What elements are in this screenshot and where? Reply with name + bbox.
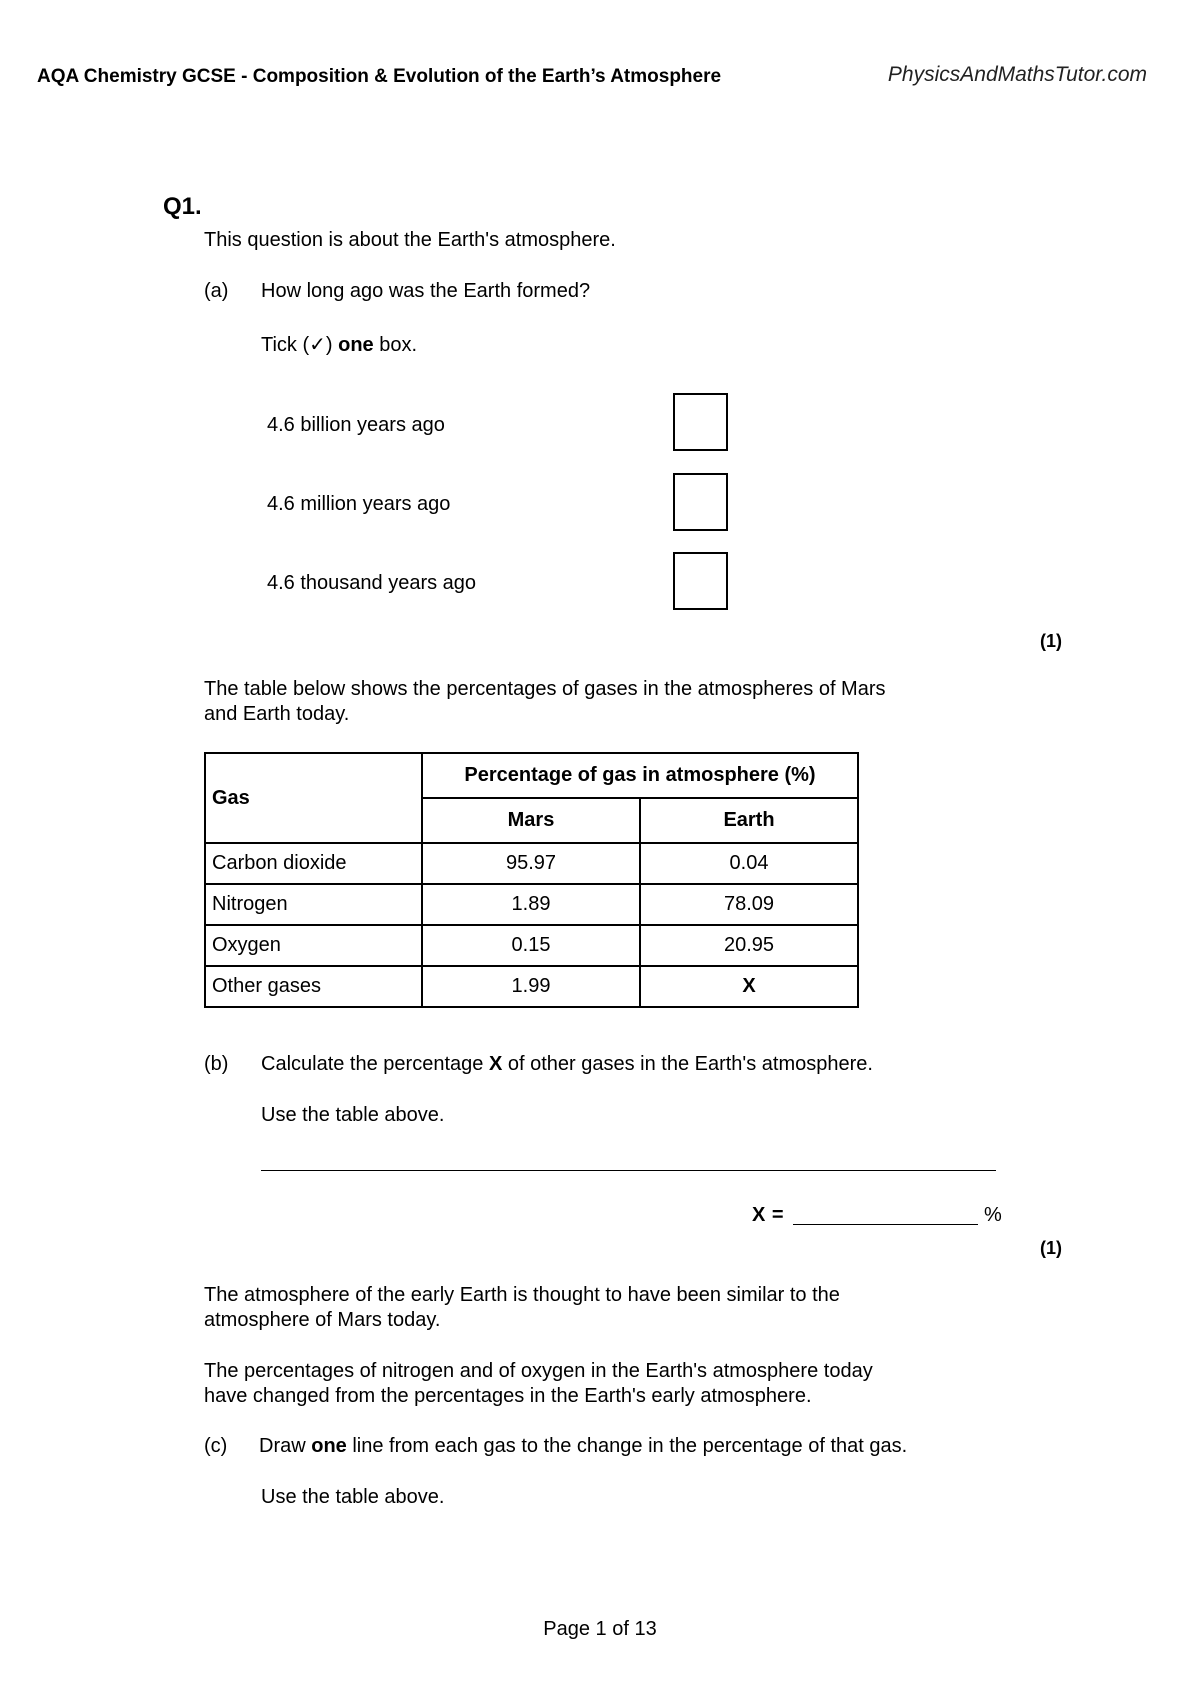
- document-header-brand: PhysicsAndMathsTutor.com: [887, 63, 1147, 86]
- table-row: [205, 843, 858, 884]
- answer-x-label: [752, 1203, 784, 1228]
- table-row: [205, 925, 858, 966]
- table-cell-mars: 95.97: [422, 843, 640, 884]
- page-number: Page 1 of 13: [543, 1618, 657, 1640]
- part-c-question: [259, 1434, 907, 1459]
- table-intro-line-2: and Earth today.: [204, 703, 350, 725]
- option-label-thousand: 4.6 thousand years ago: [267, 572, 477, 594]
- document-header-title: AQA Chemistry GCSE - Composition & Evolution of the Earth’s Atmosphere: [37, 66, 722, 87]
- instruction-suffix: box.: [373, 334, 418, 356]
- table-cell-earth: 20.95: [640, 925, 858, 966]
- table-intro-line-1: The table below shows the percentages of gases in the atmospheres of Mars: [204, 678, 886, 700]
- answer-unit: %: [984, 1204, 1002, 1226]
- part-c-use-table: Use the table above.: [261, 1486, 445, 1508]
- gas-percentage-table: [204, 752, 859, 1008]
- paragraph-line-1: The percentages of nitrogen and of oxygen in the Earth's atmosphere today: [204, 1360, 873, 1382]
- part-a-marks: (1): [1040, 631, 1062, 651]
- table-cell-gas: Nitrogen: [205, 884, 422, 925]
- option-checkbox-billion[interactable]: [673, 393, 728, 451]
- answer-input-line[interactable]: [793, 1224, 978, 1225]
- table-header-mars: Mars: [422, 798, 640, 843]
- table-cell-mars: 0.15: [422, 925, 640, 966]
- paragraph-line-2: atmosphere of Mars today.: [204, 1309, 441, 1331]
- part-c-label: (c): [204, 1435, 228, 1457]
- part-b-marks: (1): [1040, 1238, 1062, 1258]
- part-b-label: (b): [204, 1053, 229, 1075]
- instruction-prefix: Tick (✓): [261, 334, 339, 356]
- table-cell-gas: Carbon dioxide: [205, 843, 422, 884]
- answer-label: X =: [752, 1204, 785, 1226]
- question-intro: This question is about the Earth's atmosphere.: [204, 229, 616, 251]
- paragraph-line-2: have changed from the percentages in the Earth's early atmosphere.: [204, 1385, 812, 1407]
- working-line[interactable]: [261, 1170, 996, 1171]
- table-cell-gas: Oxygen: [205, 925, 422, 966]
- part-b-prefix: Calculate the percentage: [261, 1053, 489, 1075]
- table-cell-earth: 78.09: [640, 884, 858, 925]
- paragraph-line-1: The atmosphere of the early Earth is thought to have been similar to the: [204, 1284, 840, 1306]
- instruction-emphasis: one: [338, 334, 374, 356]
- table-header-earth: Earth: [640, 798, 858, 843]
- part-c-emphasis: one: [311, 1435, 347, 1457]
- option-label-million: 4.6 million years ago: [267, 493, 451, 515]
- paragraph-early-atmosphere: [204, 1283, 840, 1333]
- part-b-question: [261, 1052, 873, 1077]
- table-cell-earth: 0.04: [640, 843, 858, 884]
- table-cell-gas: Other gases: [205, 966, 422, 1007]
- table-row: [205, 884, 858, 925]
- part-a-label: (a): [204, 280, 229, 302]
- option-checkbox-million[interactable]: [673, 473, 728, 531]
- part-a-question: How long ago was the Earth formed?: [261, 280, 591, 302]
- table-cell-mars: 1.89: [422, 884, 640, 925]
- table-header-percentage: Percentage of gas in atmosphere (%): [422, 753, 858, 798]
- table-cell-earth-unknown: X: [640, 966, 858, 1007]
- part-a-instruction: [261, 333, 417, 358]
- part-b-emphasis: X: [488, 1053, 503, 1075]
- table-header-gas: Gas: [205, 753, 422, 843]
- option-label-billion: 4.6 billion years ago: [267, 414, 445, 436]
- part-c-prefix: Draw: [259, 1435, 312, 1457]
- option-checkbox-thousand[interactable]: [673, 552, 728, 610]
- table-intro: [204, 677, 886, 727]
- part-c-suffix: line from each gas to the change in the percentage of that gas.: [346, 1435, 908, 1457]
- paragraph-changes: [204, 1359, 873, 1409]
- part-b-suffix: of other gases in the Earth's atmosphere.: [502, 1053, 873, 1075]
- table-row: [205, 966, 858, 1007]
- table-cell-mars: 1.99: [422, 966, 640, 1007]
- part-b-use-table: Use the table above.: [261, 1104, 445, 1126]
- question-number: Q1.: [163, 193, 202, 220]
